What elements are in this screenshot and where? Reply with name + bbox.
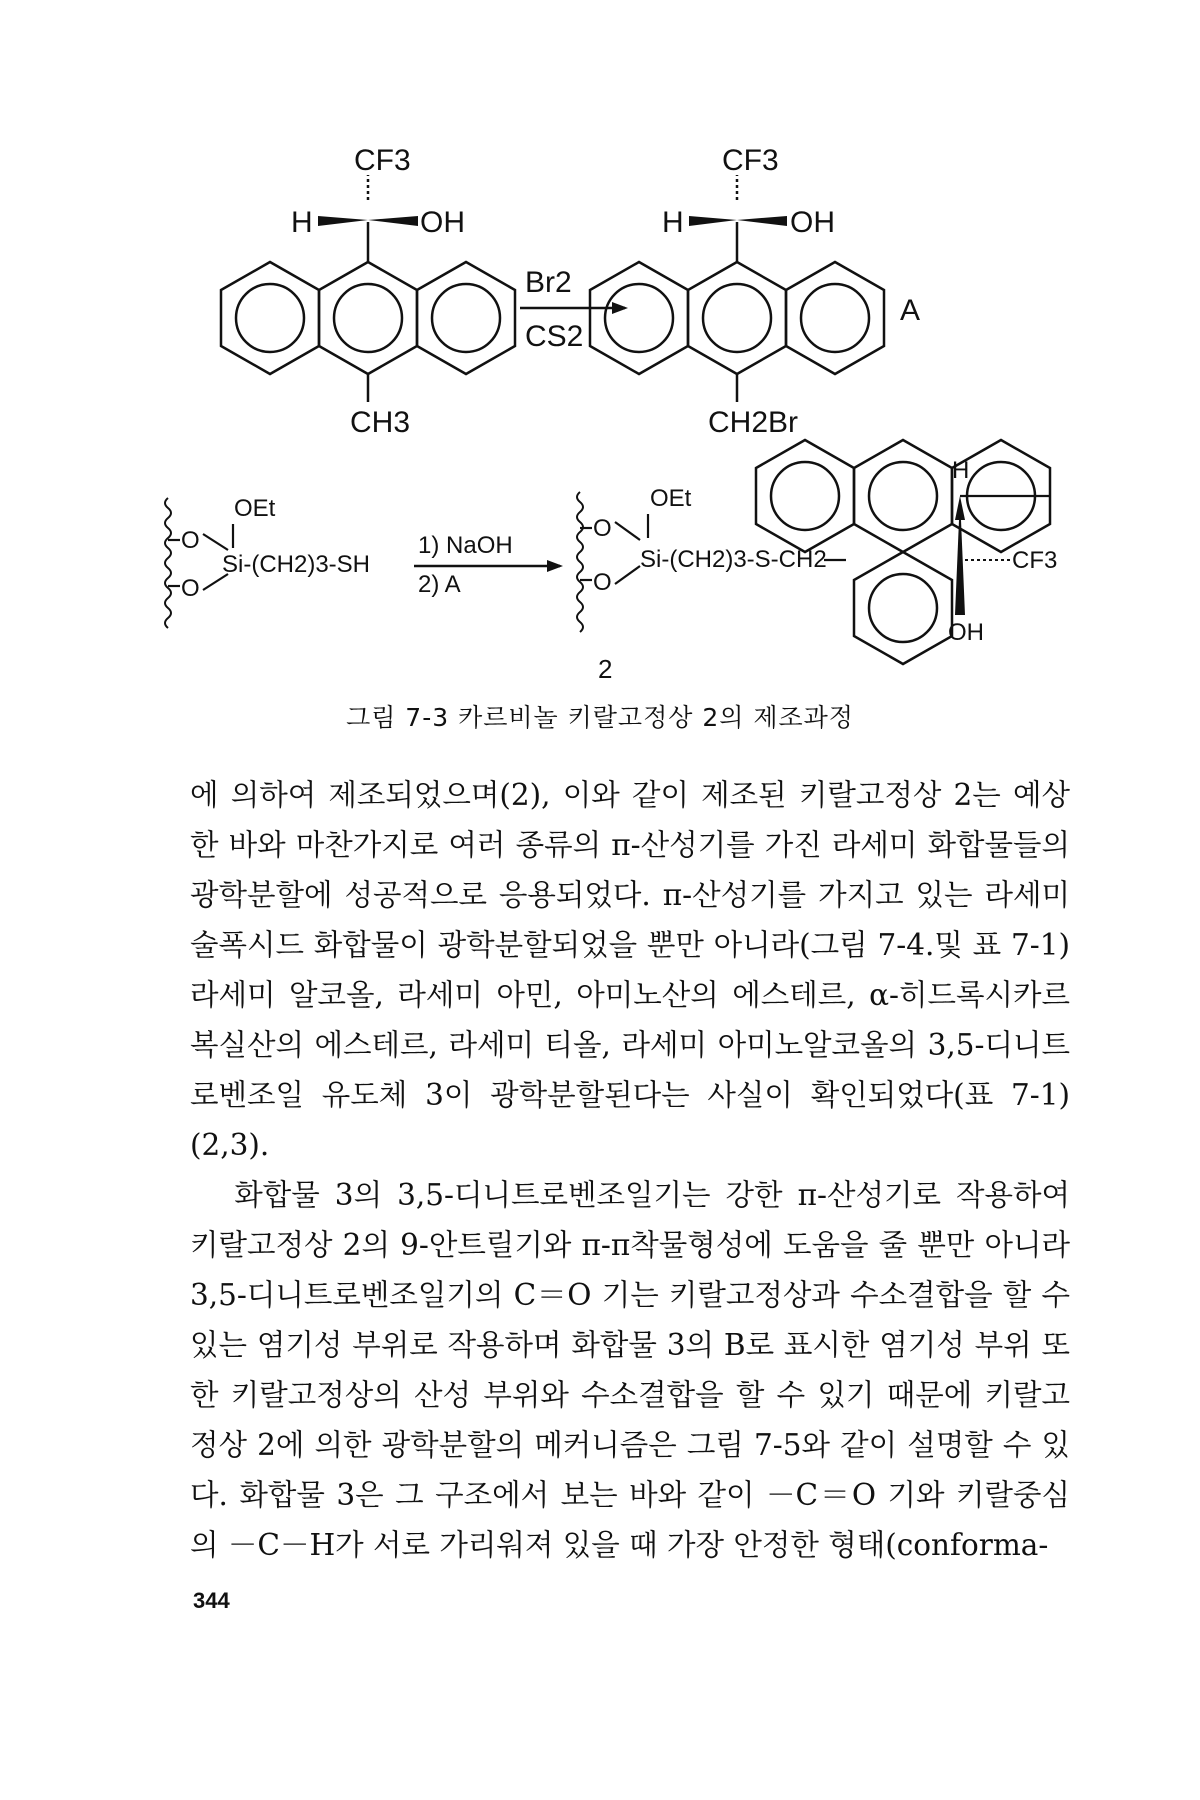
silica-thiol-chain: Si-(CH2)3-SH <box>222 551 371 578</box>
paragraph: 화합물 3의 3,5-디니트로벤조일기는 강한 π-산성기로 작용하여 키랄고정상 2의 9-안트릴기와 π-π착물형성에 도움을 줄 뿐만 아니라 3,5-디니트로벤조일기의 C＝O 기는 키랄고정상과 수소결합을 할 수 있는 염기성 부위로 작용하며 화합물 3의 B로 표시한 염기성 부위 또한 키랄고정상의 산성 부위와 수소결합을 할 수 있기 때문에 키랄고정상 2에 의한 광학분할의 메커니즘은 그림 7-5와 같이 설명할 수 있다. 화합물 3은 그 구조에서 보는 바와 같이 －C＝O 기와 키랄중심의 －C－H가 서로 가리워져 있을 때 가장 안정한 형태(conforma- <box>190 1178 1070 1562</box>
reactant-ch3: CH3 <box>350 406 411 439</box>
body-text <box>190 770 1070 1570</box>
wedge-bond <box>368 216 418 226</box>
arrow-head <box>547 560 563 572</box>
product-a-ch2br: CH2Br <box>708 406 799 439</box>
csp-o-bottom: O <box>593 569 612 596</box>
arrow-head <box>612 302 628 314</box>
csp-oh: OH <box>948 619 984 646</box>
silica-o-top: O <box>181 527 200 554</box>
step-a: 2) A <box>418 571 461 598</box>
figure-caption: 그림 7-3 카르비놀 키랄고정상 2의 제조과정 <box>346 703 854 732</box>
csp-compound-number: 2 <box>598 654 613 684</box>
silica-surface-wavy <box>165 498 171 628</box>
paragraph: 에 의하여 제조되었으며(2), 이와 같이 제조된 키랄고정상 2는 예상한 바와 마찬가지로 여러 종류의 π-산성기를 가진 라세미 화합물들의 광학분할에 성공적으로 응용되었다. π-산성기를 가지고 있는 라세미 술폭시드 화합물이 광학분할되었을 뿐만 아니라(그림 7-4.및 표 7-1) 라세미 알코올, 라세미 아민, 아미노산의 에스테르, α-히드록시카르복실산의 에스테르, 라세미 티올, 라세미 아미노알코올의 3,5-디니트로벤조일 유도체 3이 광학분할된다는 사실이 확인되었다(표 7-1) (2,3). <box>190 778 1070 1162</box>
csp-oet: OEt <box>650 485 692 512</box>
silica-oet: OEt <box>234 495 276 522</box>
reactant-oh: OH <box>420 206 465 239</box>
silica-o-bottom: O <box>181 575 200 602</box>
csp-chain: Si-(CH2)3-S-CH2 <box>640 546 827 573</box>
csp-surface-wavy <box>577 492 583 632</box>
product-a-anthracene <box>590 175 884 402</box>
page-number: 344 <box>193 1588 230 1613</box>
product-a-oh: OH <box>790 206 835 239</box>
reactant-h: H <box>291 206 313 239</box>
product-a-h: H <box>662 206 684 239</box>
csp-o-top: O <box>593 515 612 542</box>
wedge-bond <box>737 216 787 226</box>
step-naoh: 1) NaOH <box>418 532 513 559</box>
synthesis-scheme-figure <box>0 0 1200 690</box>
product-a-cf3: CF3 <box>722 144 779 177</box>
wedge-bond <box>689 216 737 226</box>
product-a-label: A <box>900 294 921 327</box>
csp-h: H <box>952 457 970 484</box>
reagent-cs2: CS2 <box>525 320 584 353</box>
csp-cf3: CF3 <box>1012 547 1058 574</box>
reactant-anthracene <box>221 175 515 402</box>
reactant-cf3: CF3 <box>354 144 411 177</box>
reagent-br2: Br2 <box>525 266 572 299</box>
wedge-bond <box>318 216 368 226</box>
